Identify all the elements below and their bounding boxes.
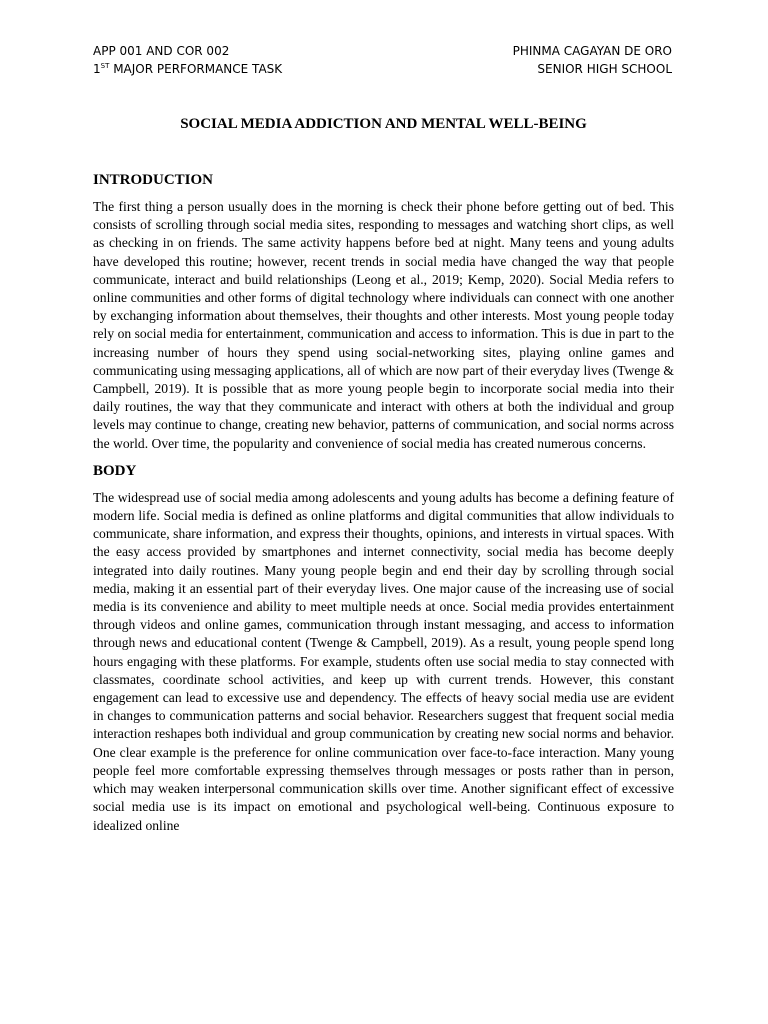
document-title: SOCIAL MEDIA ADDICTION AND MENTAL WELL-BEING xyxy=(180,116,587,132)
header-left xyxy=(93,42,282,78)
task-name: MAJOR PERFORMANCE TASK xyxy=(109,62,283,76)
task-label xyxy=(93,60,282,78)
body-paragraph: The widespread use of social media among adolescents and young adults has become a defining feature of modern life. Social media is defined as online platforms and digital communities that allow individuals to communicate, share information, and express their thoughts, opinions, and interests in virtual spaces. With the easy access provided by smartphones and internet connectivity, social media has become deeply integrated into daily routines. Many young people begin and end their day by scrolling through social media, making it an essential part of their everyday lives. One major cause of the increasing use of social media is its convenience and ability to meet multiple needs at once. Social media provides entertainment through videos and online games, communication through instant messaging, and access to information through news and educational content (Twenge & Campbell, 2019). As a result, young people spend long hours engaging with these platforms. For example, students often use social media to stay connected with classmates, coordinate school activities, and keep up with current trends. However, this constant engagement can lead to excessive use and dependency. The effects of heavy social media use are evident in changes to communication patterns and social behavior. Researchers suggest that frequent social media interaction reshapes both individual and group communication by creating new social norms and behavior. One clear example is the preference for online communication over face-to-face interaction. Many young people feel more comfortable expressing themselves through messages or posts rather than in person, which may weaken interpersonal communication skills over time. Another significant effect of excessive social media use is its impact on emotional and psychological well-being. Continuous exposure to idealized online xyxy=(93,489,674,833)
course-code: APP 001 AND COR 002 xyxy=(93,44,230,58)
introduction-paragraph: The first thing a person usually does in the morning is check their phone before getting out of bed. This consists of scrolling through social media sites, responding to messages and watching short clips, as well as checking in on friends. The same activity happens before bed at night. Many teens and young adults have developed this routine; however, recent trends in social media have changed the way that people communicate, interact and build relationships (Leong et al., 2019; Kemp, 2020). Social Media refers to online communities and other forms of digital technology where individuals can connect with one another by exchanging information about themselves, their thoughts and other interests. Most young people today rely on social media for entertainment, communication and access to information. This is due in part to the increasing number of hours they spend using social-networking sites, playing online games and communicating using messaging applications, all of which are now part of their everyday lives (Twenge & Campbell, 2019). It is possible that as more young people begin to incorporate social media into their daily routines, the way that they communicate and interact with others at both the individual and group levels may continue to change, creating new behavior, patterns of communication, and social norms across the world. Over time, the popularity and convenience of social media has created numerous concerns. xyxy=(93,199,674,451)
header-right xyxy=(513,42,672,78)
institution-name: PHINMA CAGAYAN DE ORO xyxy=(512,44,672,58)
section-heading-body: BODY xyxy=(93,462,137,479)
section-heading-introduction: INTRODUCTION xyxy=(93,172,214,188)
school-name: SENIOR HIGH SCHOOL xyxy=(537,62,672,76)
document-body xyxy=(93,114,674,843)
task-ordinal-suffix: ST xyxy=(100,62,110,70)
task-number: 1 xyxy=(93,62,101,76)
